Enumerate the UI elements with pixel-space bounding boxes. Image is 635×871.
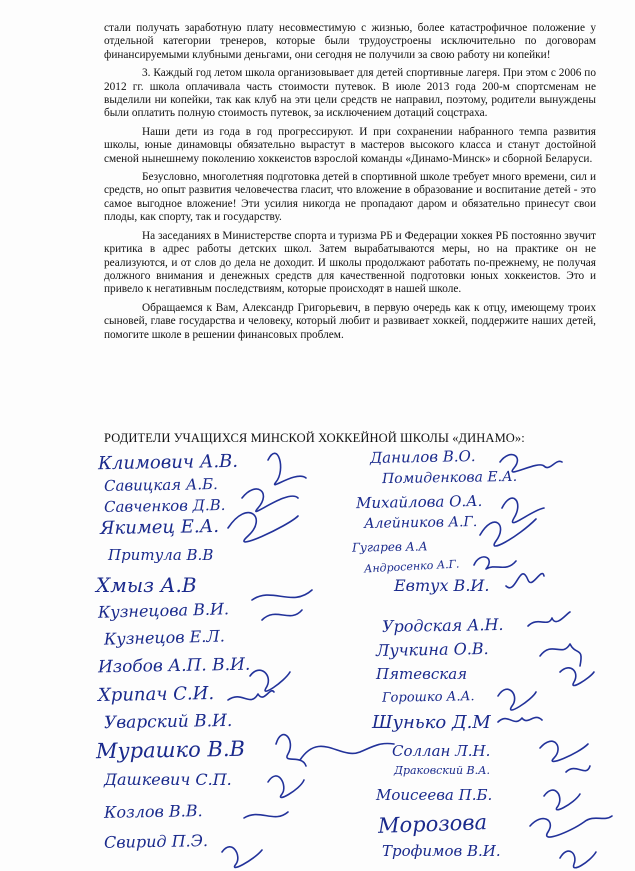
signature-mark [228, 513, 298, 542]
signature-name-left-4: Якимец Е.А. [99, 515, 220, 540]
signature-name-right-16: Морозова [377, 810, 488, 838]
signature-name-right-5: Гугарев А.А [351, 539, 428, 555]
signature-name-right-9: Лучкина О.В. [375, 639, 489, 660]
signature-mark [544, 790, 580, 810]
signature-name-right-11: Горошко А.А. [381, 689, 475, 706]
signature-name-right-14: Драковский В.А. [394, 764, 490, 777]
signature-mark [276, 735, 306, 766]
signature-name-left-13: Дашкевич С.П. [104, 770, 232, 789]
signature-mark [506, 574, 544, 588]
paragraph-4: Безусловно, многолетняя подготовка детей в спортивной школе требует много времени, сил и средств, но опыт развития человечества гласит, что вложение в образование и воспитание детей - это самое выгодное вложение! Эти усилия никогда не пропадают даром и обязательно принесут свои плоды, как спорту, так и государству. [104, 171, 596, 224]
signature-mark [540, 741, 588, 761]
signature-mark [262, 610, 302, 620]
signature-name-right-1: Данилов В.О. [369, 447, 476, 467]
signature-name-right-6: Андросенко А.Г. [363, 557, 460, 576]
signature-name-left-6: Хмыз А.В [96, 573, 197, 597]
signature-mark [502, 498, 544, 523]
signatures-heading: РОДИТЕЛИ УЧАЩИХСЯ МИНСКОЙ ХОККЕЙНОЙ ШКОЛЫ «ДИНАМО»: [104, 431, 525, 445]
signature-name-left-5: Притула В.В [108, 546, 214, 564]
signature-mark [480, 519, 536, 546]
signature-mark [252, 590, 312, 600]
signature-name-left-12: Мурашко В.В [95, 736, 246, 764]
signature-name-left-14: Козлов В.В. [103, 801, 203, 822]
signature-mark [530, 816, 612, 837]
signature-name-right-13: Соллан Л.Н. [392, 742, 491, 760]
signature-name-left-7: Кузнецова В.И. [97, 599, 230, 622]
signature-mark [474, 557, 516, 569]
signature-mark [242, 489, 298, 511]
signature-mark [560, 851, 596, 868]
signature-mark [300, 743, 394, 760]
signature-mark [540, 644, 581, 666]
signature-mark [560, 668, 594, 686]
signature-name-left-8: Кузнецов Е.Л. [103, 626, 226, 649]
signature-mark [268, 453, 306, 484]
signature-name-right-3: Михайлова О.А. [355, 491, 483, 513]
signature-mark [228, 691, 274, 700]
paragraph-1: стали получать заработную плату несовместимую с жизнью, более катастрофичное положение у отдельной категории тренеров, которые были трудоустроены исключительно по договорам финансируемыми клубными деньгами, они сегодня не получили за свою работу ни копейки! [104, 22, 596, 61]
paragraph-3: Наши дети из года в год прогрессируют. И при сохранении набранного темпа развития школы, юные динамовцы обязательно вырастут в мастеров высокого класса и станут достойной сменой нынешнему поколению хоккеистов взрослой команды «Динамо-Минск» и сборной Беларуси. [104, 125, 596, 165]
signature-name-right-10: Пятевская [376, 665, 468, 683]
signature-name-right-7: Евтух В.И. [394, 576, 490, 595]
signature-mark [250, 670, 290, 691]
paragraph-5: На заседаниях в Министерстве спорта и туризма РБ и Федерации хоккея РБ постоянно звучит критика в адрес работы детских школ. Затем вырабатываются меры, но на практике он не реализуются, и от слов до дела не доходит. И школы продолжают работать по-прежнему, не получая должного внимания и денежных средств для качественной подготовки юных хоккеистов. Это и привело к негативным последствиям, которые происходят в нашей школе. [104, 229, 596, 296]
signature-name-left-9: Изобов А.П. В.И. [97, 654, 251, 678]
signature-name-left-15: Свирид П.Э. [103, 831, 209, 852]
signature-mark [498, 689, 536, 710]
signature-name-right-4: Алейников А.Г. [363, 514, 478, 532]
signature-mark [528, 612, 570, 626]
signature-name-left-10: Хрипач С.И. [97, 682, 215, 707]
signature-name-left-1: Климович А.В. [97, 450, 239, 475]
paragraph-2: 3. Каждый год летом школа организовывает для детей спортивные лагеря. При этом с 2006 по 2012 гг. школа оплачивала часть стоимости путевок. В июле 2013 года 200-м спортсменам не выделили ни копейки, так как клуб на эти цели средств не направил, поэтому, родители вынуждены были оплатить полную стоимость путевок, за исключением дотаций соцстраха. [104, 67, 596, 120]
signature-mark [498, 717, 542, 722]
signature-name-left-2: Савицкая А.Б. [103, 475, 218, 495]
signature-name-left-3: Савченков Д.В. [103, 495, 226, 517]
signature-name-right-12: Шунько Д.М [372, 712, 491, 733]
signature-name-right-8: Уродская А.Н. [381, 614, 504, 637]
signature-mark [244, 812, 288, 818]
signature-name-right-15: Моисеева П.Б. [376, 786, 493, 804]
signature-mark [222, 847, 262, 868]
signature-name-right-17: Трофимов В.И. [382, 842, 501, 860]
signature-mark [268, 776, 304, 797]
signature-mark [566, 766, 590, 772]
signature-name-left-11: Уварский В.И. [103, 710, 233, 734]
signature-name-right-2: Помиденкова Е.А. [381, 468, 518, 488]
paragraph-6: Обращаемся к Вам, Александр Григорьевич, в первую очередь как к отцу, имеющему троих сыновей, главе государства и человеку, который любит и развивает хоккей, поддержите наших детей, помогите школе в решении финансовых проблем. [104, 301, 596, 341]
